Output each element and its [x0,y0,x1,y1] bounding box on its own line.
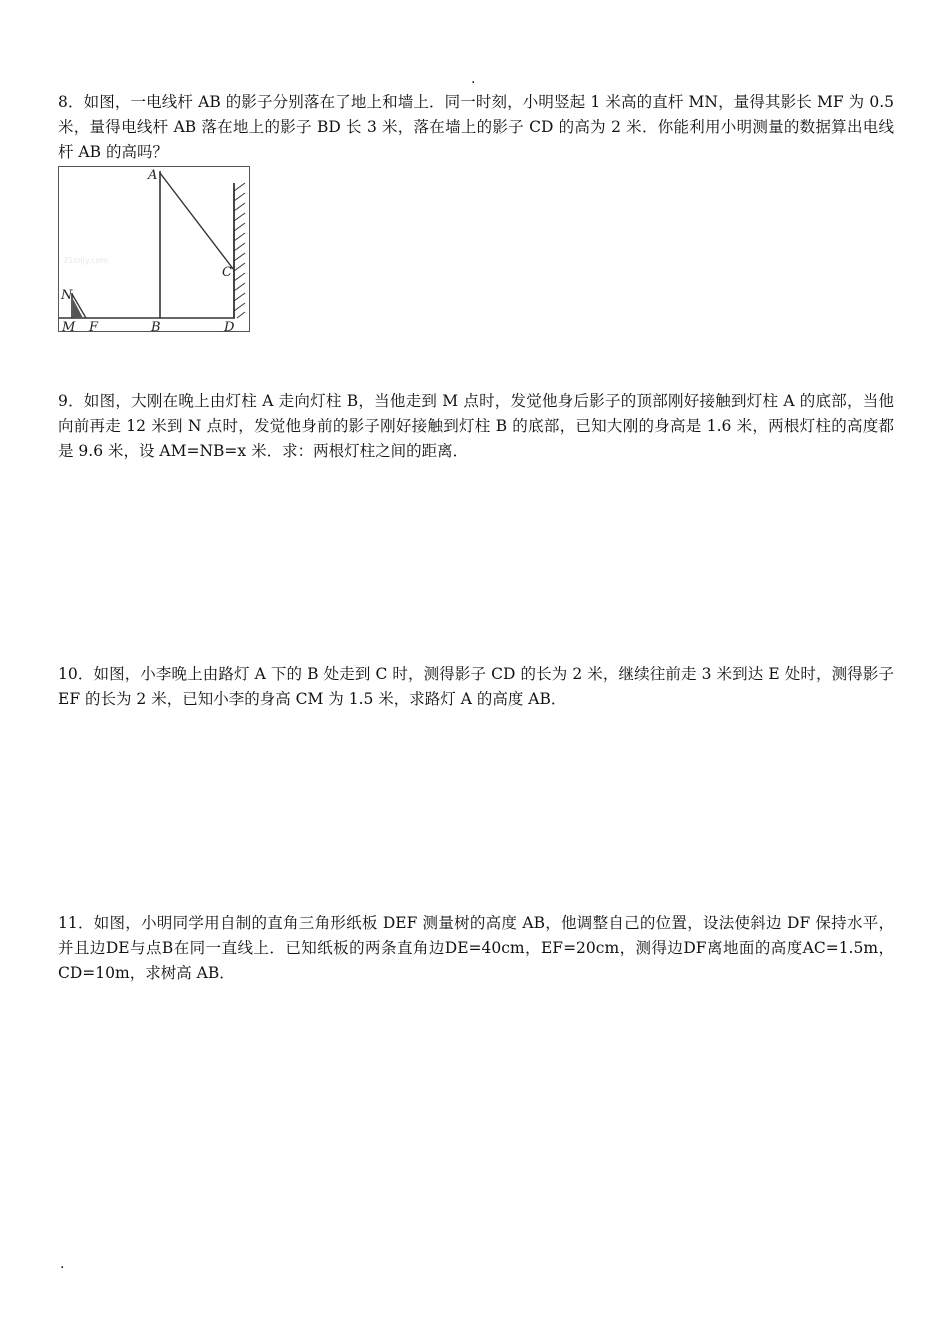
label-c: C [222,265,232,280]
problem-11-text: 11．如图，小明同学用自制的直角三角形纸板 DEF 测量树的高度 AB，他调整自己的位置，设法使斜边 DF 保持水平，并且边DE与点B在同一直线上．已知纸板的两条直角边DE=40cm，EF=20cm，测得边DF离地面的高度AC=1.5m，CD=10m，求树高 AB． [58,914,894,982]
label-a: A [148,168,158,183]
footer-dot: . [60,1256,65,1272]
label-d: D [224,320,235,333]
label-b: B [151,320,161,333]
rod-shadow-fill [73,299,83,318]
wall-hatching [234,183,245,318]
label-n: N [61,288,73,303]
problem-8-text: 8．如图，一电线杆 AB 的影子分别落在了地上和墙上．同一时刻，小明竖起 1 米高的直杆 MN，量得其影长 MF 为 0.5 米，量得电线杆 AB 落在地上的影子 BD 长 3 米，落在墙上的影子 CD 的高为 2 米．你能利用小明测量的数据算出电线杆 AB 的高吗？ [58,93,894,161]
header-dot: . [471,71,476,87]
label-f: F [89,320,99,333]
label-m: M [62,320,76,333]
problem-9-text: 9．如图，大刚在晚上由灯柱 A 走向灯柱 B，当他走到 M 点时，发觉他身后影子的顶部刚好接触到灯柱 A 的底部，当他向前再走 12 米到 N 点时，发觉他身前的影子刚好接触到灯柱 B 的底部，已知大刚的身高是 1.6 米，两根灯柱的高度都是 9.6 米，设 AM=NB=x 米．求：两根灯柱之间的距离． [58,392,894,460]
problem-10-text: 10．如图，小李晚上由路灯 A 下的 B 处走到 C 时，测得影子 CD 的长为 2 米，继续往前走 3 米到达 E 处时，测得影子 EF 的长为 2 米，已知小李的身高 CM 为 1.5 米，求路灯 A 的高度 AB． [58,665,894,708]
shadow-ray-ac [160,173,234,270]
figure-watermark: 21cnjy.com [63,256,109,265]
problem-8-figure [58,166,250,332]
figure-8-diagram [59,167,251,333]
